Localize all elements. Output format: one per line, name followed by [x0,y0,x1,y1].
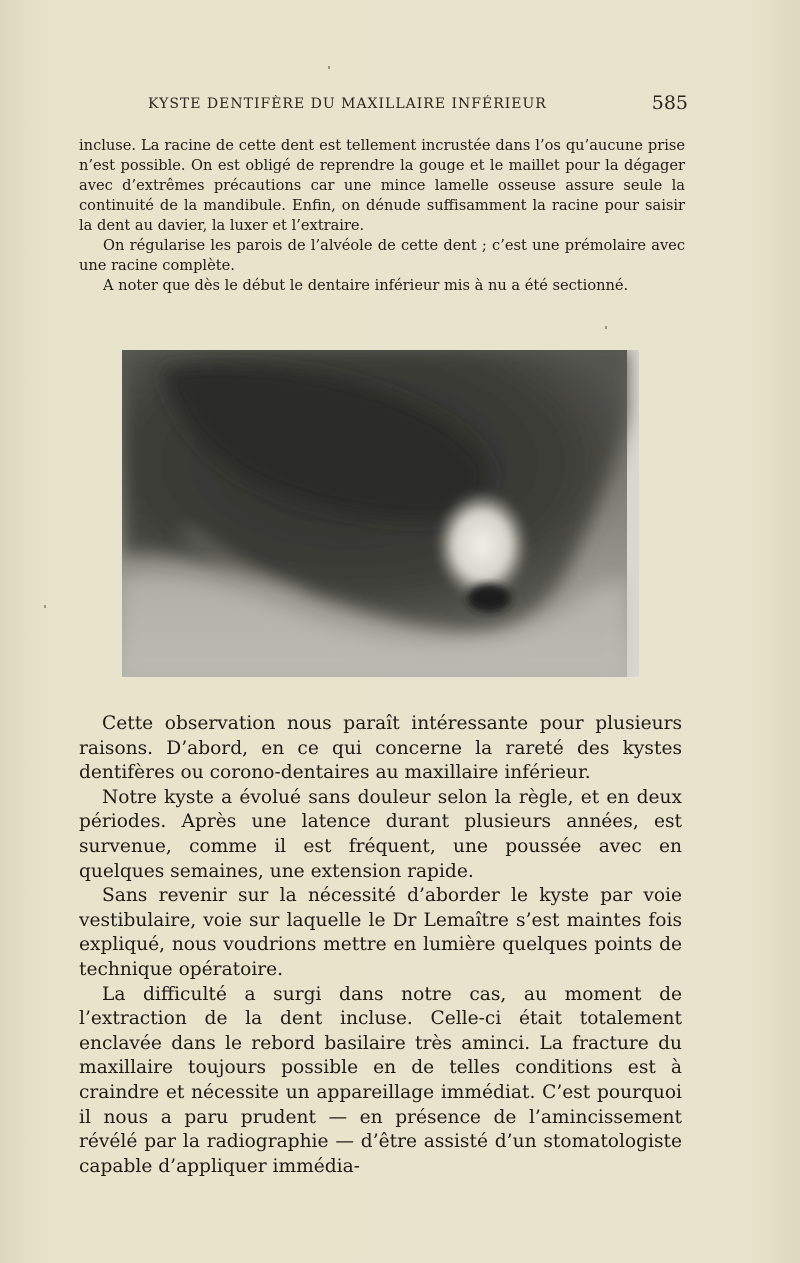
paragraph: A noter que dès le début le dentaire inférieur mis à nu a été sectionné. [103,277,629,294]
running-head [148,92,688,116]
paper-speck [605,326,607,329]
paragraph: incluse. La racine de cette dent est tellement incrustée dans l’os qu’aucune prise n’est possible. On est obligé de reprendre la gouge et le maillet pour la dégager avec d’extrêmes précautions car une mince lamelle osseuse assure seule la continuité de la mandibule. Enfin, on dénude suffisamment la racine pour saisir la dent au davier, la luxer et l’extraire. [79,137,685,234]
bottom-text-block [79,712,682,1179]
radiograph-figure [122,350,639,677]
paragraph: Sans revenir sur la nécessité d’aborder le kyste par voie vestibulaire, voie sur laquelle le Dr Lemaître s’est maintes fois expliqué, nous voudrions mettre en lumière quelques points de technique opératoire. [79,885,682,980]
radiograph-image [122,350,639,677]
top-text-block [79,136,685,296]
paragraph: Notre kyste a évolué sans douleur selon la règle, et en deux périodes. Après une latence durant plusieurs années, est survenue, comme il est fréquent, une poussée avec en quelques semaines, une extension rapide. [79,786,682,882]
paragraph: Cette observation nous paraît intéressante pour plusieurs raisons. D’abord, en ce qui concerne la rareté des kystes dentifères ou corono-dentaires au maxillaire inférieur. [79,713,682,784]
paragraph: La difficulté a surgi dans notre cas, au moment de l’extraction de la dent incluse. Celle-ci était totalement enclavée dans le rebord basilaire très aminci. La fracture du maxillaire toujours possible en de telles conditions est à craindre et nécessite un appareillage immédiat. C’est pourquoi il nous a paru prudent — en présence de l’amincissement révélé par la radiographie — d’être assisté d’un stomatologiste capable d’appliquer immédia- [79,983,682,1177]
running-title: KYSTE DENTIFÈRE DU MAXILLAIRE INFÉRIEUR [148,96,547,112]
page-number: 585 [651,92,688,114]
paper-speck [44,605,46,608]
paragraph: On régularise les parois de l’alvéole de cette dent ; c’est une prémolaire avec une racine complète. [79,237,685,274]
paper-speck [328,66,330,69]
